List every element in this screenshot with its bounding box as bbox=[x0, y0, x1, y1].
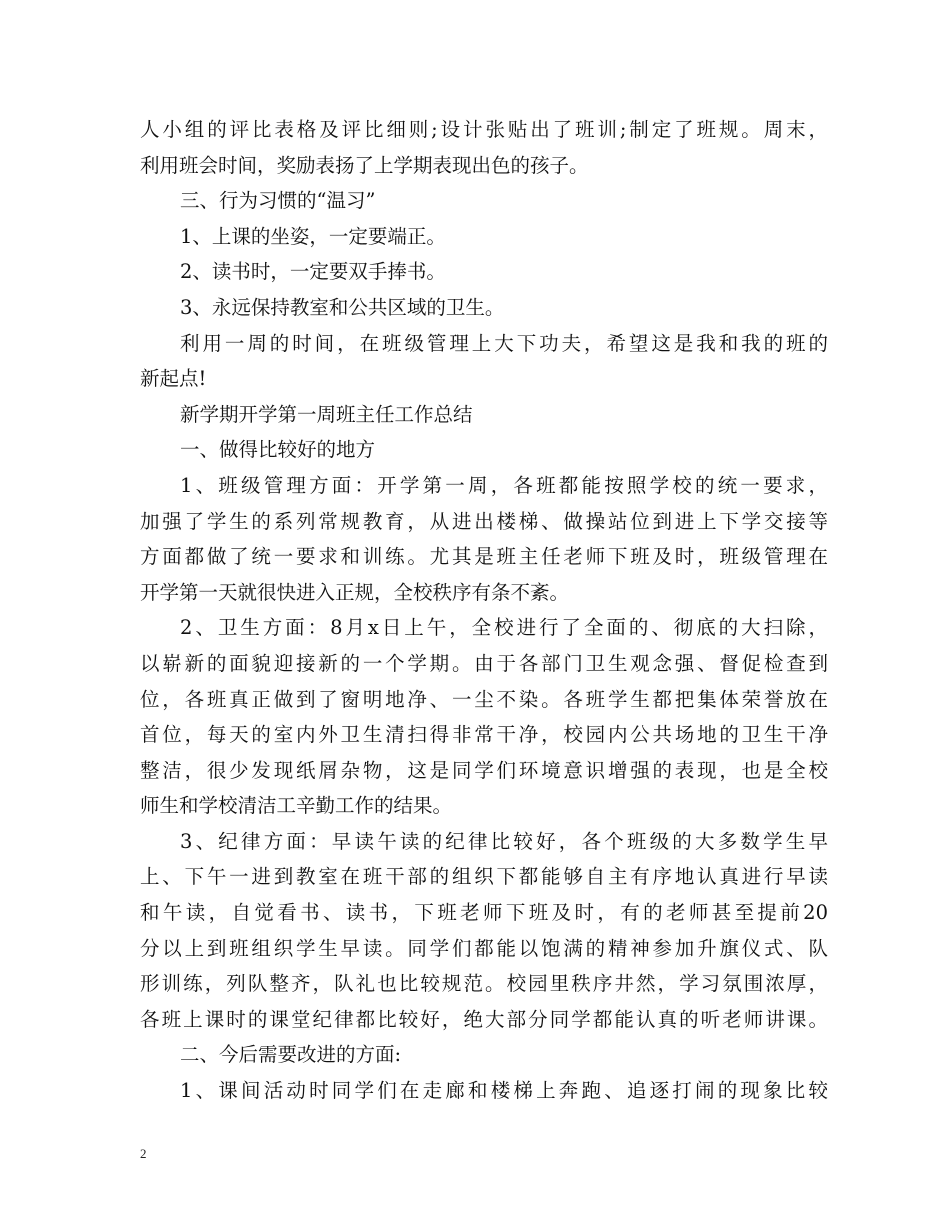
document-title: 新学期开学第一周班主任工作总结 bbox=[180, 402, 473, 426]
text-line: 利用班会时间，奖励表扬了上学期表现出色的孩子。 bbox=[140, 153, 589, 177]
text-line: 上、下午一进到教室在班干部的组织下都能够自主有序地认真进行早读 bbox=[140, 865, 828, 889]
list-item: 2、读书时，一定要双手捧书。 bbox=[180, 260, 446, 284]
text-line: 利用一周的时间，在班级管理上大下功夫，希望这是我和我的班的 bbox=[180, 331, 828, 355]
text-line: 以崭新的面貌迎接新的一个学期。由于各部门卫生观念强、督促检查到 bbox=[140, 651, 828, 675]
text-line: 整洁，很少发现纸屑杂物，这是同学们环境意识增强的表现，也是全校 bbox=[140, 758, 828, 782]
text-line: 方面都做了统一要求和训练。尤其是班主任老师下班及时，班级管理在 bbox=[140, 545, 828, 569]
page-number: 2 bbox=[140, 1146, 147, 1161]
text-line: 位，各班真正做到了窗明地净、一尘不染。各班学生都把集体荣誉放在 bbox=[140, 687, 828, 711]
list-item: 1、上课的坐姿，一定要端正。 bbox=[180, 224, 446, 248]
text-line: 分以上到班组织学生早读。同学们都能以饱满的精神参加升旗仪式、队 bbox=[140, 936, 828, 960]
section-heading: 三、行为习惯的“温习” bbox=[180, 189, 376, 213]
section-heading: 一、做得比较好的地方 bbox=[180, 438, 376, 462]
text-line: 师生和学校清洁工辛勤工作的结果。 bbox=[140, 794, 453, 818]
text-line: 首位，每天的室内外卫生清扫得非常干净，校园内公共场地的卫生干净 bbox=[140, 723, 828, 747]
text-line: 1、课间活动时同学们在走廊和楼梯上奔跑、追逐打闹的现象比较 bbox=[180, 1079, 828, 1103]
list-item: 3、永远保持教室和公共区域的卫生。 bbox=[180, 295, 505, 319]
text-line: 2、卫生方面：8月x日上午，全校进行了全面的、彻底的大扫除， bbox=[180, 616, 828, 640]
text-line: 1、班级管理方面：开学第一周，各班都能按照学校的统一要求， bbox=[180, 473, 828, 497]
text-line: 人小组的评比表格及评比细则;设计张贴出了班训;制定了班规。周末， bbox=[140, 118, 828, 141]
text-line: 开学第一天就很快进入正规，全校秩序有条不紊。 bbox=[140, 580, 570, 604]
text-line: 新起点! bbox=[140, 367, 207, 391]
section-heading: 二、今后需要改进的方面: bbox=[180, 1043, 402, 1067]
text-line: 加强了学生的系列常规教育，从进出楼梯、做操站位到进上下学交接等 bbox=[140, 509, 828, 533]
text-line: 各班上课时的课堂纪律都比较好，绝大部分同学都能认真的听老师讲课。 bbox=[140, 1007, 828, 1031]
text-line: 3、纪律方面：早读午读的纪律比较好，各个班级的大多数学生早 bbox=[180, 829, 828, 853]
text-line: 形训练，列队整齐，队礼也比较规范。校园里秩序井然，学习氛围浓厚， bbox=[140, 972, 828, 996]
document-body bbox=[140, 112, 828, 1109]
text-line: 和午读，自觉看书、读书，下班老师下班及时，有的老师甚至提前20 bbox=[140, 901, 828, 925]
